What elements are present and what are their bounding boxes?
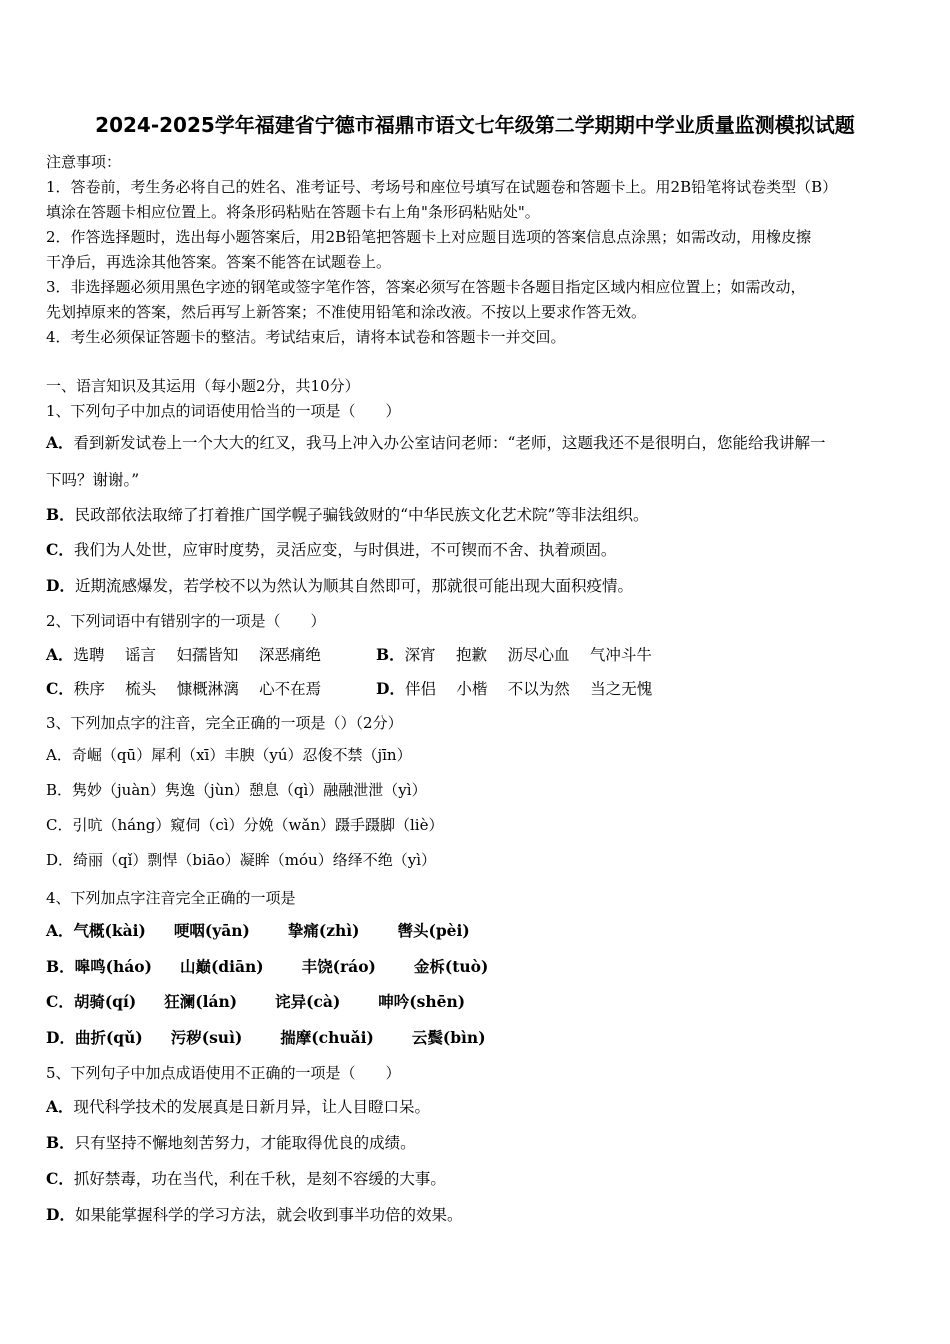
option-letter: C． (46, 679, 74, 698)
question-2-option-c (46, 679, 321, 699)
question-1-option-d (46, 576, 633, 596)
notice-heading: 注意事项： (46, 153, 122, 171)
option-text: 我们为人处世，应审时度势，灵活应变，与时俱进，不可锲而不舍、执着顽固。 (73, 541, 617, 559)
option-text: 现代科学技术的发展真是日新月异，让人目瞪口呆。 (73, 1098, 431, 1116)
notice-line: 先划掉原来的答案，然后再写上新答案；不准使用铅笔和涂改液。不按以上要求作答无效。 (46, 303, 647, 321)
option-letter: D． (46, 576, 75, 595)
option-letter: B． (46, 505, 75, 524)
pinyin-item: 气概(kài) (73, 921, 146, 940)
option-letter: B． (46, 1133, 75, 1152)
question-5-option-d (46, 1205, 462, 1225)
option-text: 如果能掌握科学的学习方法，就会收到事半功倍的效果。 (74, 1206, 463, 1224)
option-letter: C． (46, 1169, 74, 1188)
section-heading: 一、语言知识及其运用（每小题2分，共10分） (46, 377, 360, 395)
question-3-stem: 3、下列加点字的注音，完全正确的一项是（）（2分） (46, 714, 403, 732)
question-2-option-b (376, 645, 652, 665)
option-letter: A． (46, 433, 74, 452)
question-4-option-d (46, 1028, 486, 1048)
option-letter: D． (46, 1205, 75, 1224)
pinyin-item: 揣摩(chuǎi) (280, 1028, 374, 1047)
option-letter: B． (376, 645, 405, 664)
notice-line: 4．考生必须保证答题卡的整洁。考试结束后，请将本试卷和答题卡一并交回。 (46, 328, 566, 346)
option-letter: D． (46, 1028, 75, 1047)
question-4-option-a (46, 921, 470, 941)
option-text: 深宵 抱歉 沥尽心血 气冲斗牛 (404, 646, 652, 664)
option-text: 秩序 梳头 慷概淋漓 心不在焉 (73, 680, 322, 698)
question-1-option-a (46, 433, 825, 453)
question-3-option-b: B．隽妙（juàn）隽逸（jùn）憩息（qì）融融泄泄（yì） (46, 781, 427, 799)
question-3-option-c: C．引吭（háng）窥伺（cì）分娩（wǎn）蹑手蹑脚（liè） (46, 816, 444, 834)
pinyin-item: 挚痛(zhì) (287, 921, 360, 940)
pinyin-item: 辔头(pèi) (397, 921, 470, 940)
notice-line: 2．作答选择题时，选出每小题答案后，用2B铅笔把答题卡上对应题目选项的答案信息点涂黑；如需改动，用橡皮擦 (46, 228, 812, 246)
question-4-option-b (46, 957, 488, 977)
question-5-option-c (46, 1169, 446, 1189)
question-2-option-a (46, 645, 321, 665)
question-4-stem: 4、下列加点字注音完全正确的一项是 (46, 889, 296, 907)
pinyin-item: 呻吟(shēn) (378, 992, 466, 1011)
option-text: 选聘 谣言 妇孺皆知 深恶痛绝 (73, 646, 321, 664)
notice-line: 3．非选择题必须用黑色字迹的钢笔或签字笔作答，答案必须写在答题卡各题目指定区域内相应位置上；如需改动， (46, 278, 806, 296)
pinyin-item: 嗥鸣(háo) (74, 957, 152, 976)
option-text: 看到新发试卷上一个大大的红叉，我马上冲入办公室诘问老师：“老师，这题我还不是很明白，您能给我讲解一 (73, 434, 826, 452)
option-text: 伴侣 小楷 不以为然 当之无愧 (404, 680, 653, 698)
question-1-option-c (46, 540, 616, 560)
option-letter: C． (46, 540, 74, 559)
question-1-stem: 1、下列句子中加点的词语使用恰当的一项是（ ） (46, 402, 401, 420)
pinyin-item: 污秽(suì) (170, 1028, 243, 1047)
notice-line: 填涂在答题卡相应位置上。将条形码粘贴在答题卡右上角"条形码粘贴处"。 (46, 203, 540, 221)
question-1-option-b (46, 505, 648, 525)
question-2-stem: 2、下列词语中有错别字的一项是（ ） (46, 612, 326, 630)
pinyin-item: 曲折(qǔ) (74, 1028, 143, 1047)
pinyin-item: 胡骑(qí) (73, 992, 137, 1011)
pinyin-item: 哽咽(yān) (173, 921, 250, 940)
pinyin-item: 山巅(diān) (179, 957, 264, 976)
question-2-option-d (376, 679, 652, 699)
notice-line: 1．答卷前，考生务必将自己的姓名、准考证号、考场号和座位号填写在试题卷和答题卡上。用2B铅笔将试卷类型（B） (46, 178, 838, 196)
option-letter: D． (376, 679, 405, 698)
option-letter: A． (46, 1097, 74, 1116)
option-text: 民政部依法取缔了打着推广国学幌子骗钱敛财的“中华民族文化艺术院”等非法组织。 (74, 506, 649, 524)
option-text: 近期流感爆发，若学校不以为然认为顺其自然即可，那就很可能出现大面积疫情。 (74, 577, 633, 595)
pinyin-item: 金柝(tuò) (413, 957, 489, 976)
question-5-option-a (46, 1097, 430, 1117)
question-1-option-a-cont: 下吗？谢谢。” (46, 471, 140, 489)
exam-title: 2024-2025学年福建省宁德市福鼎市语文七年级第二学期期中学业质量监测模拟试题 (95, 113, 855, 137)
question-3-option-d: D．绮丽（qǐ）剽悍（biāo）凝眸（móu）络绎不绝（yì） (46, 851, 436, 869)
pinyin-item: 云鬓(bìn) (411, 1028, 486, 1047)
option-letter: A． (46, 645, 74, 664)
notice-line: 干净后，再选涂其他答案。答案不能答在试题卷上。 (46, 253, 392, 271)
pinyin-item: 丰饶(ráo) (301, 957, 376, 976)
question-3-option-a: A．奇崛（qū）犀利（xī）丰腴（yú）忍俊不禁（jīn） (46, 746, 412, 764)
question-5-option-b (46, 1133, 416, 1153)
option-text: 抓好禁毒，功在当代，利在千秋，是刻不容缓的大事。 (73, 1170, 446, 1188)
pinyin-item: 诧异(cà) (275, 992, 341, 1011)
question-5-stem: 5、下列句子中加点成语使用不正确的一项是（ ） (46, 1064, 401, 1082)
option-letter: A． (46, 921, 74, 940)
option-letter: B． (46, 957, 75, 976)
question-4-option-c (46, 992, 465, 1012)
pinyin-item: 狂澜(lán) (164, 992, 238, 1011)
option-text: 只有坚持不懈地刻苦努力，才能取得优良的成绩。 (74, 1134, 416, 1152)
option-letter: C． (46, 992, 74, 1011)
